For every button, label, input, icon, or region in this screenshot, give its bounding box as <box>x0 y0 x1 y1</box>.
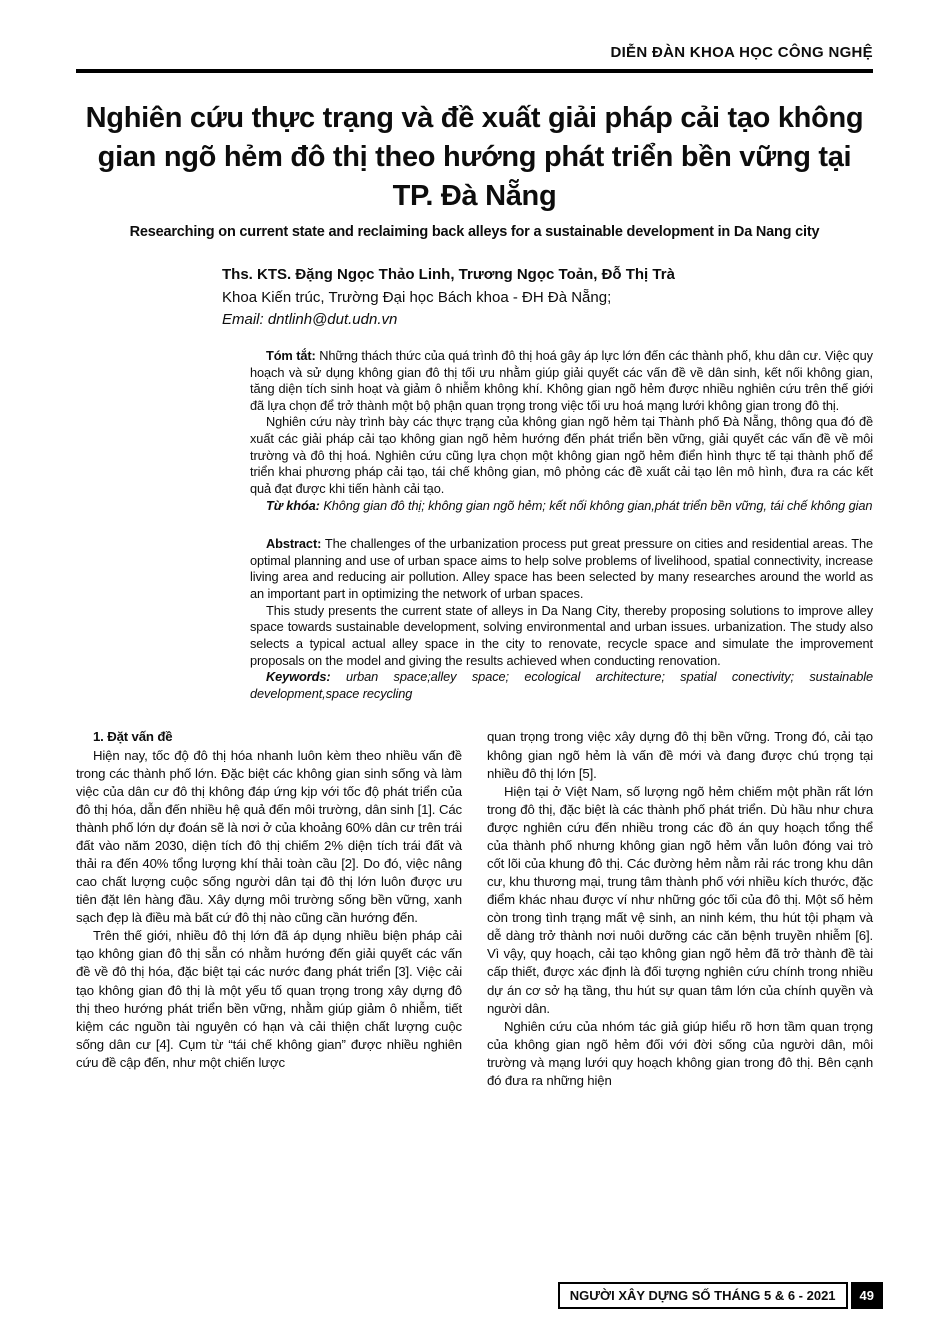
abstract-vi-text-1: Những thách thức của quá trình đô thị hoá gây áp lực lớn đến các thành phố, khu dân cư. Việc quy hoạch và sử dụng không gian đô thị tối ưu nhằm giúp giải quyết các vấn đề về dân sinh, kết nối không gian, tăng diện tích sinh hoạt và giảm ô nhiễm không khí. Không gian ngõ hẻm được nhiều nghiên cứu trên thế giới đã lựa chọn để trở thành một bộ phận quan trọng trong việc tối ưu hoá mạng lưới không gian trong đô thị. <box>250 347 873 413</box>
body-paragraph: Nghiên cứu của nhóm tác giả giúp hiểu rõ hơn tầm quan trọng của không gian ngõ hẻm đối với đời sống của người dân, môi trường và mạng lưới quy hoạch không gian trong đô thị. Bên cạnh đó đưa ra những hiện <box>487 1018 873 1088</box>
author-email: Email: dntlinh@dut.udn.vn <box>222 311 398 329</box>
keywords-english <box>250 669 873 702</box>
author-names: Ths. KTS. Đặng Ngọc Thảo Linh, Trương Ngọc Toản, Đỗ Thị Trà <box>222 266 675 284</box>
body-paragraph: Hiện tại ở Việt Nam, số lượng ngõ hẻm chiếm một phần rất lớn trong đô thị, đặc biệt là các thành phố phát triển. Dù hầu như chưa được nghiên cứu đến nhiều trong các đồ án quy hoạch tổng thể của thành phố nhưng không gian ngõ hẻm vẫn luôn đóng vai trò cốt lõi của khung đô thị. Các đường hẻm nằm rải rác trong khu dân cư, khu thương mại, trung tâm thành phố với nhiều kích thước, đặc điểm khác nhau được ví như những góc tối của đô thị. Một số hẻm còn trong tình trạng mất vệ sinh, an ninh kém, thu hút tội phạm và dễ dàng trở thành nơi nuôi dưỡng các căn bệnh truyền nhiễm [6]. Vì vậy, quy hoạch, cải tạo không gian ngõ hẻm đã trở thành đề tài cấp thiết, được xác định là đối tượng nghiên cứu chính trong nhiều dự án cơ sở hạ tầng, thu hút sự quan tâm lớn của chính quyền và người dân. <box>487 783 873 1016</box>
article-title-english: Researching on current state and reclaiming back alleys for a sustainable development in Da Nang city <box>129 224 820 241</box>
body-left-column <box>76 728 462 1090</box>
keywords-vietnamese <box>250 498 873 515</box>
keywords-en-text: urban space;alley space; ecological architecture; spatial conectivity; sustainable development,space recycling <box>250 669 873 701</box>
abstract-vi-paragraph-2: Nghiên cứu này trình bày các thực trạng của không gian ngõ hẻm tại Thành phố Đà Nẵng, thông qua đó đề xuất các giải pháp cải tạo không gian ngõ hẻm hướng đến phát triển bền vững, giải quyết các vấn đề về môi trường và đô thị hoá. Nghiên cứu cũng lựa chọn một không gian ngõ hẻm điển hình thực tế tại thành phố để triển khai phương pháp cải tạo, tái chế không gian, mô phỏng các đề xuất cải tạo lên mô hình, đưa ra các kết quả đạt được khi tiến hành cải tạo. <box>250 414 873 496</box>
journal-header-title: DIỄN ĐÀN KHOA HỌC CÔNG NGHỆ <box>610 44 873 61</box>
abstract-vi-paragraph-1 <box>250 348 873 415</box>
body-paragraph: Hiện nay, tốc độ đô thị hóa nhanh luôn kèm theo nhiều vấn đề trong các thành phố lớn. Đặc biệt các không gian sinh sống và làm việc của dân cư đô thị không đáp ứng kịp với tốc độ phát triển của đô thị hóa, dẫn đến nhiều hệ quả đến môi trường, dân sinh [1]. Các thành phố lớn dự đoán sẽ là nơi ở của khoảng 60% dân cư trên trái đất vào năm 2030, diện tích đô thị chiếm 2% diện tích trái đất và thải ra đến 40% tổng lượng khí thải toàn cầu [2]. Do đó, việc nâng cao chất lượng cuộc sống người dân tại đô thị lớn luôn được ưu tiên đặt lên hàng đầu. Xây dựng môi trường sống bền vững, xanh sạch đẹp là điều mà bất cứ đô thị nào cũng cần hướng đến. <box>76 747 462 926</box>
footer-page-number: 49 <box>851 1282 883 1309</box>
body-paragraph: quan trọng trong việc xây dựng đô thị bền vững. Trong đó, cải tạo không gian ngõ hẻm là vấn đề mới và đang được chú trọng tại nhiều đô thị lớn [5]. <box>487 729 873 781</box>
keywords-vi-text: Không gian đô thị; không gian ngõ hẻm; kết nối không gian,phát triển bền vững, tái chế không gian <box>323 497 873 513</box>
abstract-en-paragraph-1 <box>250 536 873 603</box>
footer-journal-info: NGƯỜI XÂY DỰNG SỐ THÁNG 5 & 6 - 2021 <box>558 1282 848 1309</box>
abstract-en-label: Abstract: <box>266 536 322 552</box>
body-right-column <box>487 728 873 1090</box>
abstract-vi-label: Tóm tắt: <box>266 347 316 363</box>
body-paragraph: Trên thế giới, nhiều đô thị lớn đã áp dụng nhiều biện pháp cải tạo không gian đô thị sẵn có nhằm hướng đến giải quyết các vấn đề về đô thị hóa, đặc biệt tại các nước đang phát triển [3]. Việc cải tạo không gian đô thị là một yếu tố quan trọng trong xây dựng đô thị theo hướng phát triển bền vững, nhằm giúp giảm ô nhiễm, tiết kiệm các nguồn tài nguyên có hạn và cải thiện chất lượng cuộc sống dân cư [4]. Cụm từ “tái chế không gian” được nhiều nghiên cứu đề cập đến, như một chiến lược <box>76 928 462 1070</box>
article-title-vietnamese: Nghiên cứu thực trạng và đề xuất giải pháp cải tạo không gian ngõ hẻm đô thị theo hướng phát triển bền vững tại TP. Đà Nẵng <box>85 102 864 213</box>
abstract-en-paragraph-2: This study presents the current state of alleys in Da Nang City, thereby proposing solutions to improve alley space towards sustainable development, solving environmental and urban issues. urbanization. The study also selects a typical actual alley space in the city to renovate, recycle space and simulate the improvement proposals on the model and giving the results achieved when conducting renovation. <box>250 602 873 668</box>
footer <box>558 1282 883 1309</box>
keywords-en-label: Keywords: <box>266 669 331 685</box>
section-1-heading: 1. Đặt vấn đề <box>93 729 173 745</box>
abstract-en-text-1: The challenges of the urbanization process put great pressure on cities and residential areas. The optimal planning and use of urban space aims to help solve problems of livelihood, spatial connectivity, increase living area and reducing air pollution. Alley space has been selected by many researches around the world as an important part in optimizing the network of urban spaces. <box>250 536 874 602</box>
body-columns <box>76 728 873 1090</box>
abstract-english <box>250 536 873 702</box>
abstract-vietnamese <box>250 348 873 514</box>
author-block <box>222 264 873 332</box>
keywords-vi-label: Từ khóa: <box>266 497 320 513</box>
header-divider <box>76 69 873 73</box>
author-affiliation: Khoa Kiến trúc, Trường Đại học Bách khoa - ĐH Đà Nẵng; <box>222 288 612 306</box>
